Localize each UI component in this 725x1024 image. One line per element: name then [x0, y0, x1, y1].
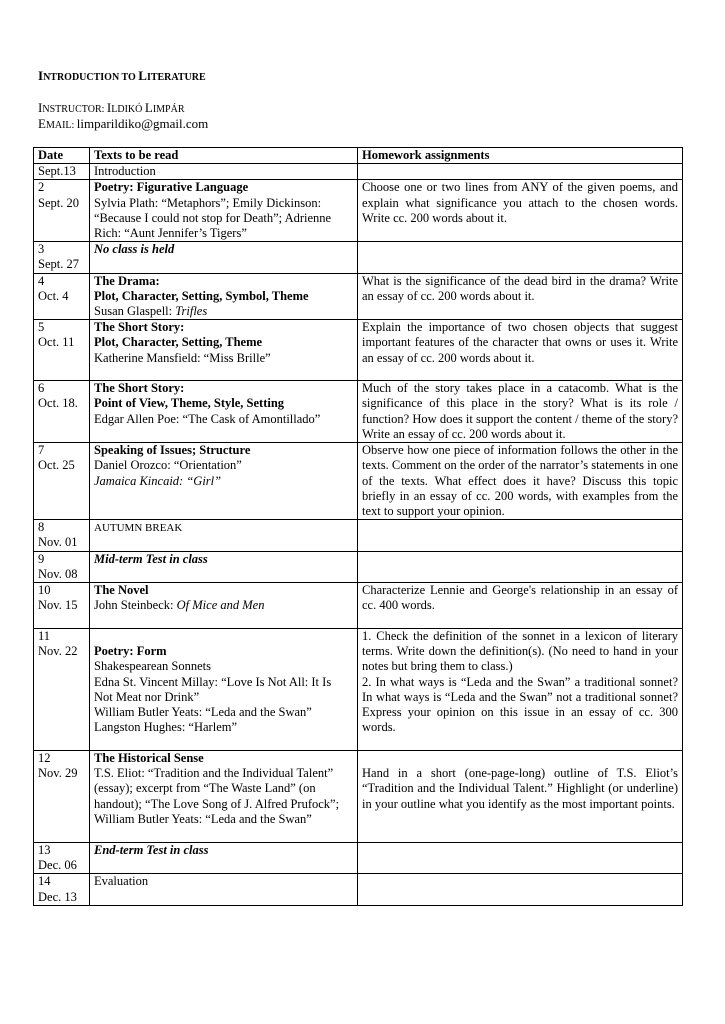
homework-text: Much of the story takes place in a catacomb. What is the significance of this place in the story? What is its role / function? How does it support the content / theme of the story? Write an essay of cc. 200 words about it.: [362, 381, 678, 441]
homework-cell: [358, 164, 683, 180]
homework-text: Choose one or two lines from ANY of the given poems, and explain what significance you attach to the chosen words. Write cc. 200 words about it.: [362, 180, 678, 225]
week-number: 9: [38, 551, 45, 566]
table-row: [34, 381, 683, 443]
reading-text: Langston Hughes: “Harlem”: [94, 720, 238, 735]
homework-cell: [358, 520, 683, 551]
texts-cell: [90, 551, 358, 582]
date-cell: [34, 520, 90, 551]
session-date: Nov. 15: [38, 598, 78, 613]
column-header-homework: Homework assignments: [358, 148, 683, 164]
reading-text: Introduction: [94, 164, 156, 179]
table-header-row: [34, 148, 683, 164]
date-cell: [34, 320, 90, 381]
reading-text: Susan Glaspell:: [94, 304, 176, 319]
session-date: Sept.13: [38, 164, 76, 179]
reading-text: Point of View, Theme, Style, Setting: [94, 396, 285, 411]
work-title: Of Mice and Men: [176, 598, 265, 613]
session-date: Sept. 27: [38, 257, 79, 272]
week-number: 11: [38, 629, 51, 644]
session-date: Nov. 22: [38, 644, 78, 659]
texts-cell: [90, 273, 358, 320]
reading-text: No class is held: [94, 242, 175, 257]
reading-text: Speaking of Issues; Structure: [94, 443, 251, 458]
reading-text: T.S. Eliot: “Tradition and the Individual Talent” (essay); excerpt from “The Waste Land” (on handout); “The Love Song of J. Alfred Prufock”;: [94, 766, 340, 811]
week-number: 7: [38, 443, 45, 458]
reading-text: Edna St. Vincent Millay: “Love Is Not All: It Is Not Meat nor Drink”: [94, 674, 332, 704]
homework-text: Explain the importance of two chosen objects that suggest important features of the character that owns or uses it. Write an essay of cc. 200 words about it.: [362, 320, 678, 365]
week-number: 14: [38, 874, 51, 889]
reading-text: Plot, Character, Setting, Theme: [94, 335, 263, 350]
homework-text-part-2: 2. In what ways is “Leda and the Swan” a traditional sonnet? In what ways is “Leda and the Swan” not a traditional sonnet? Express your opinion on this issue in an essay of cc. 300 words.: [362, 674, 678, 735]
column-header-date: Date: [34, 148, 90, 164]
texts-cell: [90, 180, 358, 242]
session-date: Nov. 01: [38, 535, 78, 550]
week-number: 12: [38, 751, 51, 766]
reading-text: The Drama:: [94, 273, 160, 288]
reading-text: Mid-term Test in class: [94, 551, 208, 566]
reading-text: Daniel Orozco: “Orientation”: [94, 458, 242, 473]
date-cell: [34, 381, 90, 443]
week-number: 4: [38, 273, 45, 288]
session-date: Oct. 11: [38, 335, 75, 350]
email-line: EMAIL: limparildiko@gmail.com: [38, 116, 209, 131]
homework-cell: [358, 180, 683, 242]
texts-cell: [90, 874, 358, 905]
schedule-body: [34, 164, 683, 906]
table-row: [34, 843, 683, 874]
homework-cell: [358, 273, 683, 320]
reading-text: Jamaica Kincaid: “Girl”: [94, 473, 222, 488]
document-header: [38, 68, 208, 132]
homework-cell: [358, 629, 683, 751]
texts-cell: [90, 629, 358, 751]
homework-cell: [358, 751, 683, 843]
reading-text: Edgar Allen Poe: “The Cask of Amontillado”: [94, 411, 321, 426]
texts-cell: [90, 583, 358, 629]
reading-text: End-term Test in class: [94, 843, 209, 858]
texts-cell: [90, 443, 358, 520]
session-date: Oct. 25: [38, 458, 75, 473]
date-cell: [34, 443, 90, 520]
texts-cell: [90, 381, 358, 443]
reading-text: William Butler Yeats: “Leda and the Swan”: [94, 811, 312, 826]
date-cell: [34, 551, 90, 582]
reading-text: Shakespearean Sonnets: [94, 659, 211, 674]
session-date: Oct. 4: [38, 288, 69, 303]
session-date: Dec. 13: [38, 889, 77, 904]
week-number: 6: [38, 381, 45, 396]
reading-text: Poetry: Figurative Language: [94, 180, 249, 195]
reading-text: The Historical Sense: [94, 751, 204, 766]
homework-cell: [358, 443, 683, 520]
reading-text: The Short Story:: [94, 320, 185, 335]
texts-cell: [90, 164, 358, 180]
date-cell: [34, 583, 90, 629]
homework-cell: [358, 874, 683, 905]
reading-text: The Short Story:: [94, 381, 185, 396]
table-row: [34, 273, 683, 320]
texts-cell: [90, 320, 358, 381]
reading-text: Poetry: Form: [94, 644, 167, 659]
date-cell: [34, 874, 90, 905]
homework-cell: [358, 583, 683, 629]
texts-cell: [90, 751, 358, 843]
work-title: Trifles: [175, 304, 208, 319]
homework-cell: [358, 320, 683, 381]
homework-text: 1. Check the definition of the sonnet in a lexicon of literary terms. Write down the definition(s). (No need to hand in your notes but bring them to class.): [362, 629, 678, 674]
table-row: [34, 443, 683, 520]
session-date: Dec. 06: [38, 858, 77, 873]
table-row: [34, 242, 683, 273]
reading-text: Plot, Character, Setting, Symbol, Theme: [94, 288, 309, 303]
homework-cell: [358, 381, 683, 443]
table-row: [34, 320, 683, 381]
date-cell: [34, 629, 90, 751]
week-number: 8: [38, 520, 45, 535]
session-date: Sept. 20: [38, 195, 79, 210]
homework-text: Hand in a short (one-page-long) outline of T.S. Eliot’s “Tradition and the Individual Talent.” Highlight (or underline) in your outline what you identify as the most important points.: [362, 766, 678, 811]
table-row: [34, 164, 683, 180]
course-title: INTRODUCTION TO LITERATURE: [38, 68, 206, 83]
week-number: 3: [38, 242, 45, 257]
reading-text: Evaluation: [94, 874, 149, 889]
week-number: 13: [38, 843, 51, 858]
session-date: Oct. 18.: [38, 396, 78, 411]
instructor-line: INSTRUCTOR: ILDIKÓ LIMPÁR: [38, 100, 185, 115]
table-row: [34, 751, 683, 843]
table-row: [34, 629, 683, 751]
week-number: 5: [38, 320, 45, 335]
table-row: [34, 520, 683, 551]
reading-text: John Steinbeck:: [94, 598, 177, 613]
date-cell: [34, 751, 90, 843]
homework-text: Characterize Lennie and George's relationship in an essay of cc. 400 words.: [362, 583, 678, 613]
reading-text: AUTUMN BREAK: [94, 522, 183, 535]
texts-cell: [90, 242, 358, 273]
email-address: limparildiko@gmail.com: [76, 116, 209, 131]
table-row: [34, 583, 683, 629]
schedule-table: [33, 147, 683, 906]
week-number: 2: [38, 180, 45, 195]
table-row: [34, 180, 683, 242]
reading-text: William Butler Yeats: “Leda and the Swan”: [94, 705, 312, 720]
date-cell: [34, 164, 90, 180]
date-cell: [34, 180, 90, 242]
reading-text: The Novel: [94, 583, 149, 598]
session-date: Nov. 29: [38, 766, 78, 781]
table-row: [34, 874, 683, 905]
reading-text: Katherine Mansfield: “Miss Brille”: [94, 350, 271, 365]
texts-cell: [90, 843, 358, 874]
homework-text: What is the significance of the dead bird in the drama? Write an essay of cc. 200 words about it.: [362, 273, 678, 303]
homework-cell: [358, 551, 683, 582]
session-date: Nov. 08: [38, 566, 78, 581]
column-header-texts: Texts to be read: [90, 148, 358, 164]
week-number: 10: [38, 583, 51, 598]
date-cell: [34, 843, 90, 874]
reading-text: Sylvia Plath: “Metaphors”; Emily Dickinson: “Because I could not stop for Death”; Adrienne Rich: “Aunt Jennifer’s Tigers”: [94, 195, 332, 241]
homework-cell: [358, 843, 683, 874]
texts-cell: [90, 520, 358, 551]
homework-text: Observe how one piece of information follows the other in the texts. Comment on the order of the narrator’s statements in one of the texts. What effect does it have? Discuss this topic briefly in an essay of cc. 200 words, with examples from the text to support your opinion.: [362, 443, 679, 519]
table-row: [34, 551, 683, 582]
date-cell: [34, 273, 90, 320]
homework-cell: [358, 242, 683, 273]
date-cell: [34, 242, 90, 273]
